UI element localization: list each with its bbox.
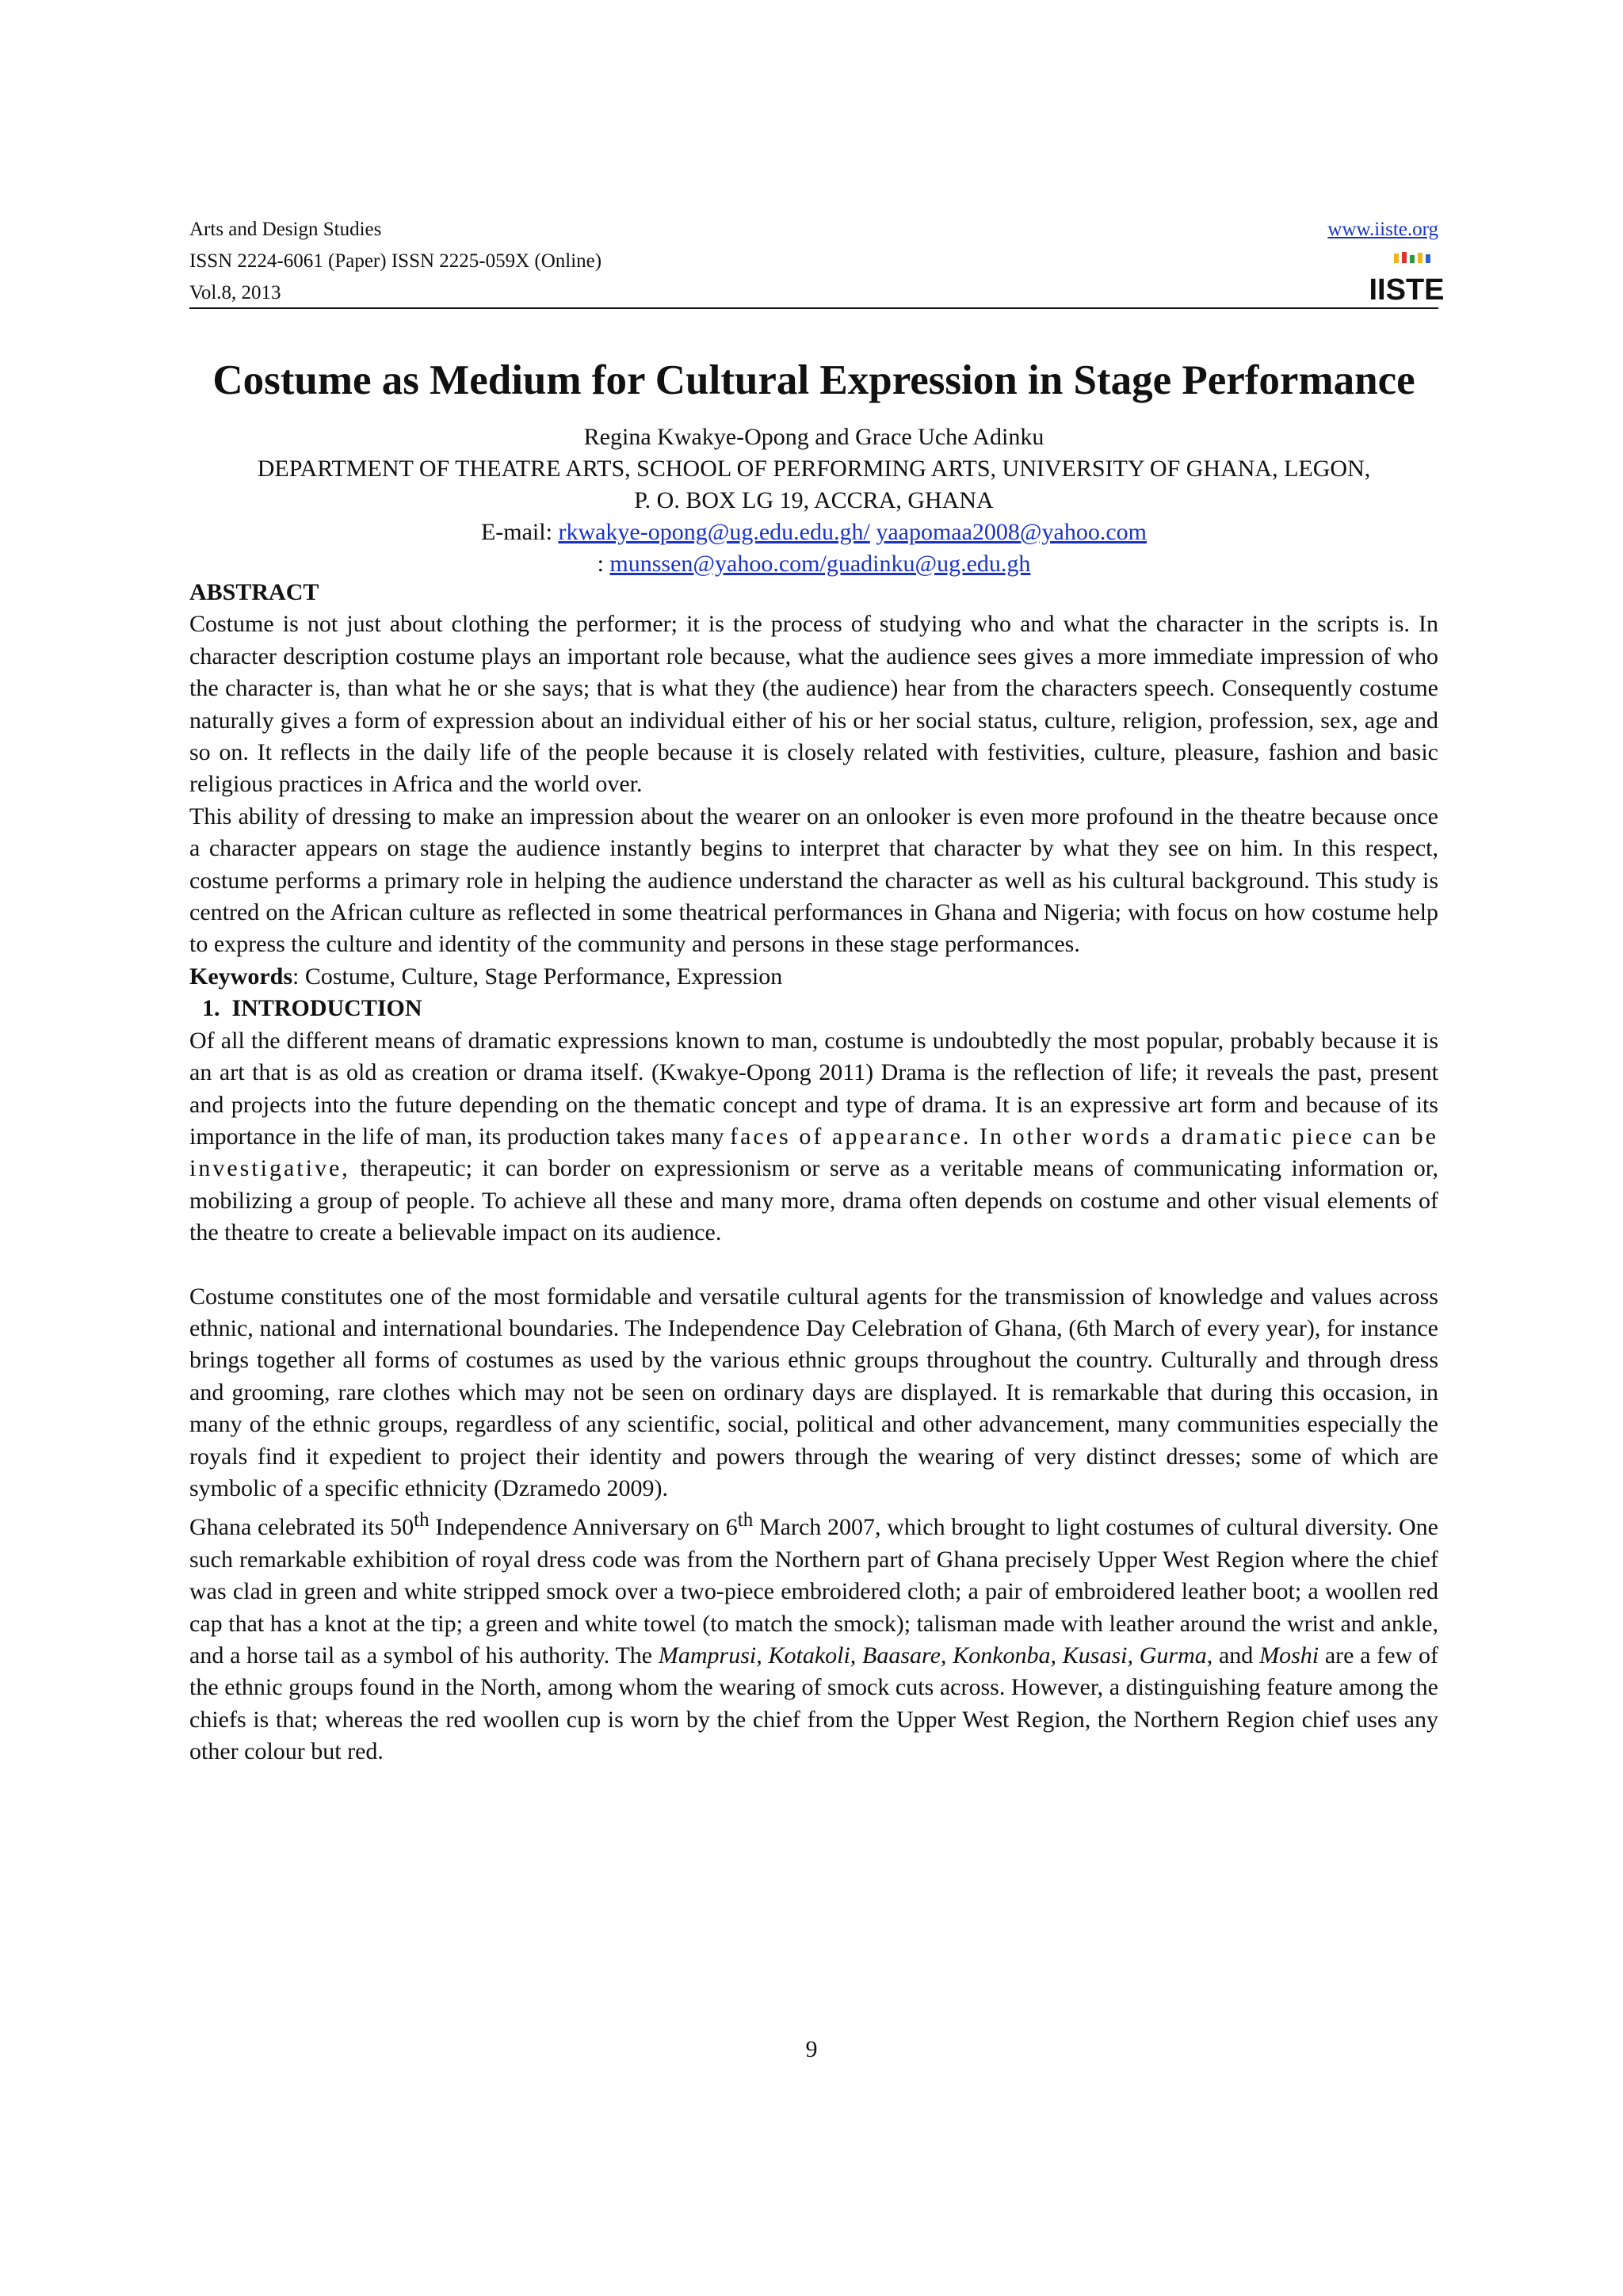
journal-url-link[interactable]: www.iiste.org: [1327, 219, 1438, 240]
issn: ISSN 2224-6061 (Paper) ISSN 2225-059X (Online): [189, 250, 602, 272]
keywords-line: [189, 961, 1438, 993]
affiliation-line-2: P. O. BOX LG 19, ACCRA, GHANA: [634, 487, 994, 513]
keywords-label: Keywords: [189, 963, 292, 990]
iiste-logo: [1369, 250, 1445, 307]
abstract-paragraph-2: This ability of dressing to make an impression about the wearer on an onlooker is even more profound in the theatre because once a character appears on stage the audience instantly begins to interpret that character by what they see on him. In this respect, costume performs a primary role in helping the audience understand the character as well as his cultural background. This study is centred on the African culture as reflected in some theatrical performances in Ghana and Nigeria; with focus on how costume help to express the culture and identity of the community and persons in these stage performances.: [189, 803, 1438, 958]
paper-title: Costume as Medium for Cultural Expression in Stage Performance: [212, 357, 1415, 403]
ethnic-groups: Mamprusi, Kotakoli, Baasare, Konkonba, Kusasi, Gurma: [658, 1642, 1207, 1669]
intro-paragraph-1: [189, 1025, 1438, 1249]
svg-text:IISTE: IISTE: [1369, 273, 1445, 307]
email-line-2: [189, 548, 1438, 580]
abstract-heading: ABSTRACT: [189, 579, 319, 605]
author-names: Regina Kwakye-Opong and Grace Uche Adinku: [583, 424, 1044, 450]
affiliation-line-1: DEPARTMENT OF THEATRE ARTS, SCHOOL OF PERFORMING ARTS, UNIVERSITY OF GHANA, LEGON,: [257, 456, 1371, 482]
intro-p3-part-b: Independence Anniversary on 6: [429, 1514, 738, 1541]
email-link-1[interactable]: rkwakye-opong@ug.edu.edu.gh/: [558, 519, 870, 545]
page-number: 9: [805, 2036, 818, 2062]
introduction-heading: 1. INTRODUCTION: [202, 995, 422, 1022]
intro-p3-part-e: are a few of the ethnic groups found in the North, among whom the wearing of smock cuts across. However, a distinguishing feature among the chiefs is that; whereas the red woollen cup is worn by the chief from the Upper West Region, the Northern Region chief uses any other colour but red.: [189, 1642, 1439, 1765]
email-link-3[interactable]: munssen@yahoo.com/guadinku@ug.edu.gh: [609, 551, 1031, 577]
volume: Vol.8, 2013: [189, 282, 281, 303]
intro-p3-part-d: , and: [1206, 1642, 1260, 1669]
intro-p1-part-c: therapeutic; it can border on expressionism or serve as a veritable means of communicating information or, mobilizing a group of people. To achieve all these and many more, drama often depends on costume and other visual elements of the theatre to create a believable impact on its audience.: [189, 1155, 1438, 1246]
email-line-1: [189, 517, 1438, 548]
intro-paragraph-3: [189, 1505, 1438, 1768]
intro-p1-part-a: Of all the different means of dramatic expressions known to man, costume is undoubtedly the most popular, probably because it is an art that is as old as creation or drama itself. (Kwakye-Opong 2011) Drama is the reflection of life; it reveals the past, present and projects into the future depending on the thematic concept and type of drama. It is an expressive art form and because of its importance in the life of man, its production takes many: [189, 1027, 1438, 1150]
intro-p1-part-b: faces of appearance. In other words a dramatic piece can be investigative,: [189, 1123, 1438, 1182]
ethnic-group-moshi: Moshi: [1259, 1642, 1319, 1669]
email-label: E-mail:: [480, 519, 559, 545]
superscript-th-2: th: [737, 1509, 754, 1531]
intro-p3-part-c: March 2007, which brought to light costumes of cultural diversity. One such remarkable exhibition of royal dress code was from the Northern part of Ghana precisely Upper West Region where the chief was clad in green and white stripped smock over a two-piece embroidered cloth; a pair of embroidered leather boot; a woollen red cap that has a knot at the tip; a green and white towel (to match the smock); talisman made with leather around the wrist and ankle, and a horse tail as a symbol of his authority. The: [189, 1514, 1438, 1669]
superscript-th-1: th: [414, 1509, 430, 1531]
keywords: : Costume, Culture, Stage Performance, Expression: [292, 963, 783, 990]
journal-header: [189, 214, 1445, 309]
intro-paragraph-2: Costume constitutes one of the most formidable and versatile cultural agents for the transmission of knowledge and values across ethnic, national and international boundaries. The Independence Day Celebration of Ghana, (6th March of every year), for instance brings together all forms of costumes as used by the various ethnic groups throughout the country. Culturally and through dress and grooming, rare clothes which may not be seen on ordinary days are displayed. It is remarkable that during this occasion, in many of the ethnic groups, regardless of any scientific, social, political and other advancement, many communities especially the royals find it expedient to project their identity and powers through the wearing of very distinct dresses; some of which are symbolic of a specific ethnicity (Dzramedo 2009).: [189, 1283, 1438, 1501]
header-rule: [189, 307, 1438, 309]
author-block: [189, 421, 1438, 580]
journal-name: Arts and Design Studies: [189, 219, 382, 240]
paper-body: [189, 577, 1438, 1768]
email-prefix: :: [597, 551, 610, 577]
intro-p3-part-a: Ghana celebrated its 50: [189, 1514, 414, 1541]
abstract-paragraph-1: Costume is not just about clothing the performer; it is the process of studying who and what the character in the scripts is. In character description costume plays an important role because, what the audience sees gives a more immediate impression of who the character is, than what he or she says; that is what they (the audience) hear from the characters speech. Consequently costume naturally gives a form of expression about an individual either of his or her social status, culture, religion, profession, sex, age and so on. It reflects in the daily life of the people because it is closely related with festivities, culture, pleasure, fashion and basic religious practices in Africa and the world over.: [189, 611, 1438, 798]
email-link-2[interactable]: yaapomaa2008@yahoo.com: [876, 519, 1148, 545]
